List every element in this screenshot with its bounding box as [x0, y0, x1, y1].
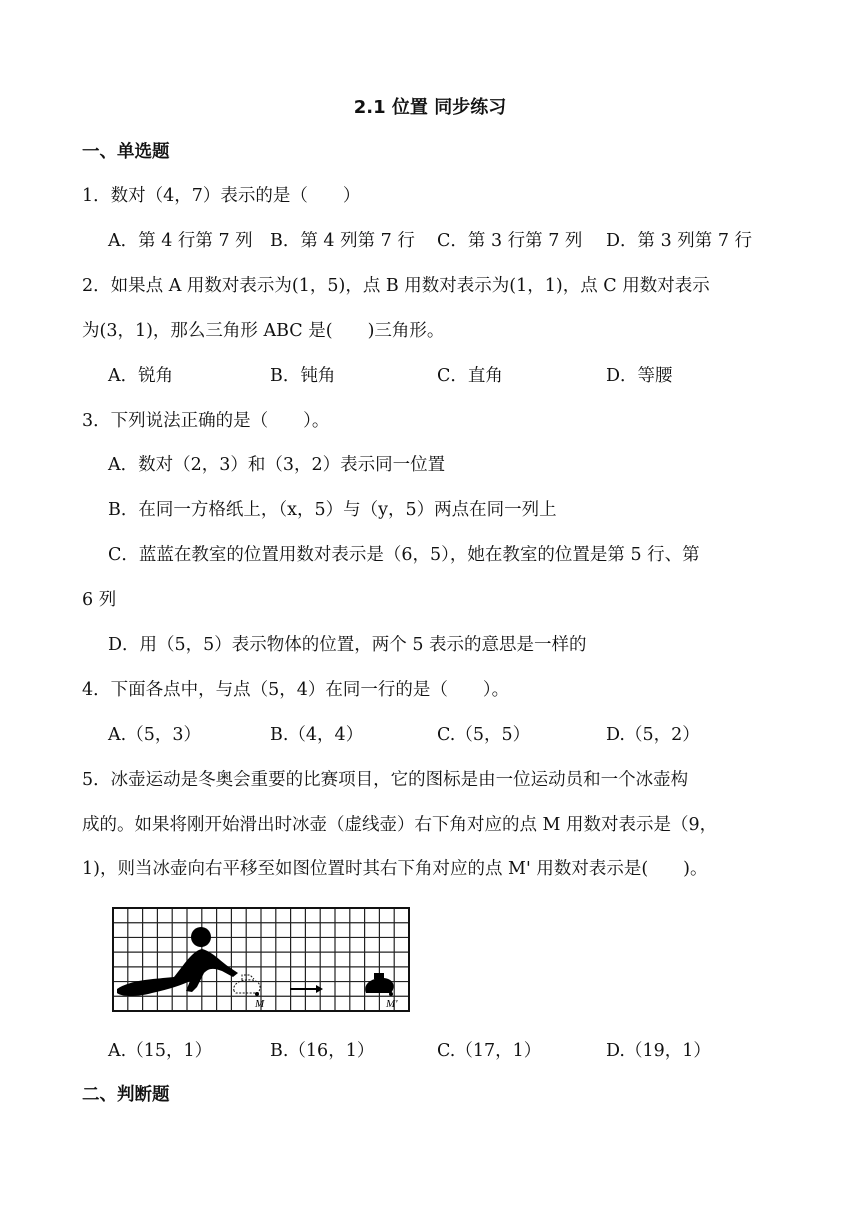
question-4-option-a[interactable]: A.（5，3）: [108, 725, 201, 745]
question-3-option-d[interactable]: D．用（5，5）表示物体的位置，两个 5 表示的意思是一样的: [108, 635, 587, 655]
question-1-option-a[interactable]: A．第 4 行第 7 列: [108, 231, 253, 251]
point-m-marker: [255, 992, 259, 996]
question-5-option-b[interactable]: B.（16，1）: [270, 1041, 375, 1061]
question-4-option-b[interactable]: B.（4，4）: [270, 725, 364, 745]
curling-grid-figure: [112, 907, 412, 1017]
question-2-stem-line-2: 为(3，1)，那么三角形 ABC 是( )三角形。: [82, 321, 445, 341]
question-5-stem-line-3: 1)，则当冰壶向右平移至如图位置时其右下角对应的点 M' 用数对表示是( )。: [82, 859, 708, 879]
question-4-stem: 4．下面各点中，与点（5，4）在同一行的是（ ）。: [82, 680, 510, 700]
question-3-option-c[interactable]: C．蓝蓝在教室的位置用数对表示是（6，5），她在教室的位置是第 5 行、第: [108, 545, 700, 565]
question-2-option-b[interactable]: B．钝角: [270, 366, 336, 386]
question-3-option-c-continued: 6 列: [82, 590, 117, 610]
question-5-option-d[interactable]: D.（19，1）: [606, 1041, 711, 1061]
section-heading-single-choice: 一、单选题: [82, 142, 170, 162]
question-2-option-d[interactable]: D．等腰: [606, 366, 673, 386]
solid-curling-stone-icon: [365, 973, 393, 993]
question-2-option-c[interactable]: C．直角: [437, 366, 503, 386]
label-m: M: [255, 998, 265, 1010]
question-3-stem: 3．下列说法正确的是（ ）。: [82, 411, 330, 431]
point-m-prime-marker: [389, 992, 393, 996]
question-2-stem-line-1: 2．如果点 A 用数对表示为(1，5)，点 B 用数对表示为(1，1)，点 C 用数对表示: [82, 276, 710, 296]
question-5-stem-line-2: 成的。如果将刚开始滑出时冰壶（虚线壶）右下角对应的点 M 用数对表示是（9，: [82, 815, 718, 835]
question-4-option-d[interactable]: D.（5，2）: [606, 725, 700, 745]
question-3-option-b[interactable]: B．在同一方格纸上，（x，5）与（y，5）两点在同一列上: [108, 500, 557, 520]
question-5-stem-line-1: 5．冰壶运动是冬奥会重要的比赛项目，它的图标是由一位运动员和一个冰壶构: [82, 770, 689, 790]
question-5-option-a[interactable]: A.（15，1）: [108, 1041, 213, 1061]
page-title: 2.1 位置 同步练习: [353, 97, 507, 118]
question-1-option-c[interactable]: C．第 3 行第 7 列: [437, 231, 583, 251]
label-m-prime: M': [386, 998, 398, 1010]
section-heading-true-false: 二、判断题: [82, 1085, 170, 1105]
question-1-stem: 1．数对（4，7）表示的是（ ）: [82, 186, 361, 206]
question-5-option-c[interactable]: C.（17，1）: [437, 1041, 542, 1061]
question-4-option-c[interactable]: C.（5，5）: [437, 725, 531, 745]
question-3-option-a[interactable]: A．数对（2，3）和（3，2）表示同一位置: [108, 455, 446, 475]
dashed-curling-stone-icon: [234, 975, 260, 993]
arrow-right-icon: [290, 985, 323, 993]
question-2-option-a[interactable]: A．锐角: [108, 366, 174, 386]
question-1-option-b[interactable]: B．第 4 列第 7 行: [270, 231, 415, 251]
question-1-option-d[interactable]: D．第 3 列第 7 行: [606, 231, 753, 251]
grid-lines: [113, 908, 409, 1011]
